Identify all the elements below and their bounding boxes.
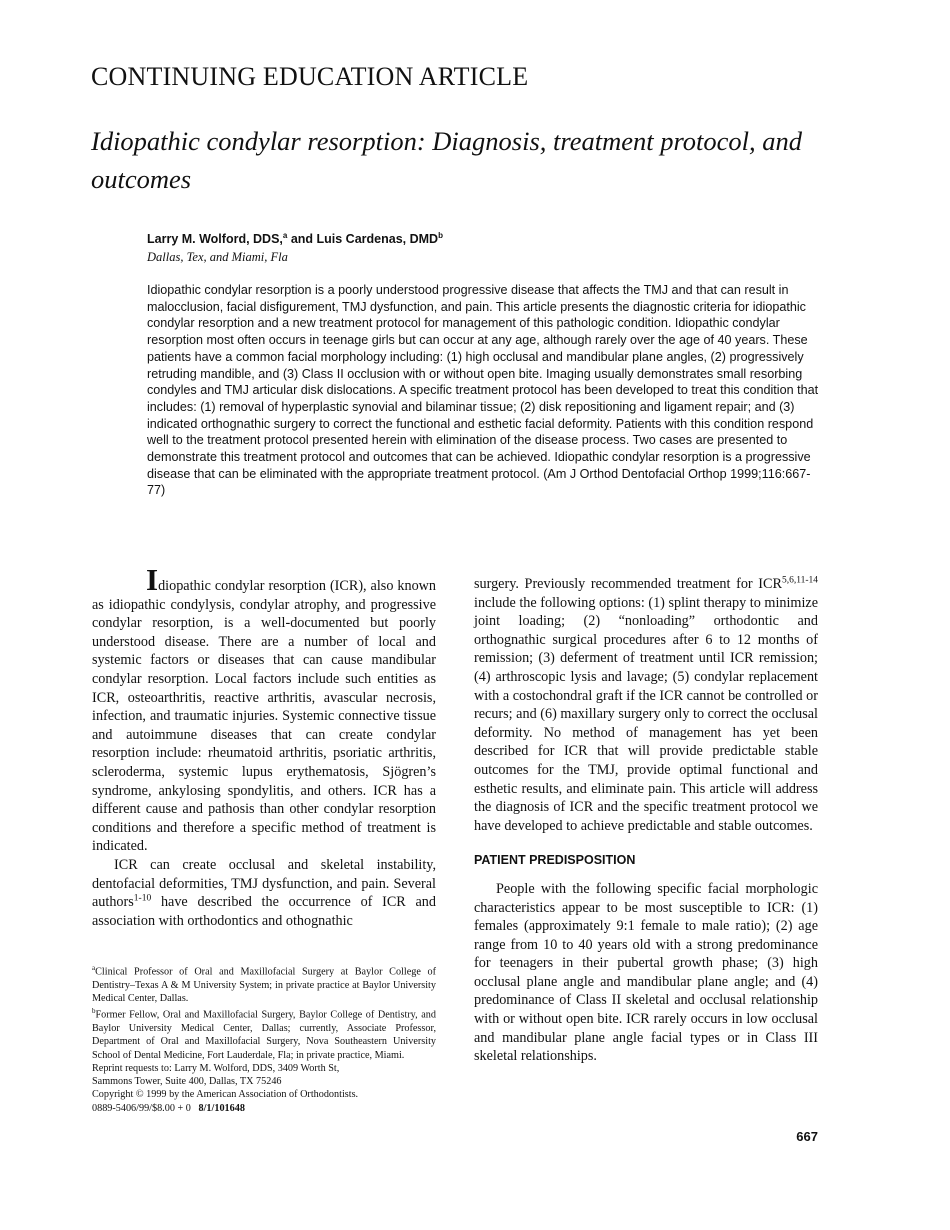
body-paragraph: surgery. Previously recommended treatment for ICR$^{5,6,11-14}$ include the following options: (1) splint therapy to minimize joint loading; (2) “nonloading” orthodontic and orthognathic surgical procedures after 6 to 12 months of remission; (3) deferment of treatment until ICR remission; (4) arthroscopic lysis and lavage; (5) condylar replacement with a costochondral graft if the ICR cannot be controlled or recurs; and (6) maxillary surgery only to correct the occlusal deformity. No method of management has yet been described for ICR that will provide predictable stable outcomes for the TMJ, provide optimal functional and esthetic results, and eliminate pain. This article will address the diagnosis of ICR and the specific treatment protocol we have developed to achieve predictable and stable outcomes. (474, 575, 818, 834)
citation-ref[interactable]: 5,6,11-14 (781, 575, 818, 586)
author-line (147, 231, 443, 246)
author-1: Larry M. Wolford, DDS, (147, 232, 283, 247)
footnote-a: $^a$Clinical Professor of Oral and Maxillofacial Surgery at Baylor College of Dentistry–Texas A & M University System; in private practice at Baylor University Medical Center, Dallas. (92, 964, 436, 1004)
article-code: 8/1/101648 (198, 1102, 245, 1114)
copyright: Copyright © 1999 by the American Association of Orthodontists. (92, 1089, 359, 1101)
body-column-right (474, 575, 818, 1066)
abstract: Idiopathic condylar resorption is a poorly understood progressive disease that affects the TMJ and that can result in malocclusion, facial disfigurement, TMJ dysfunction, and pain. This article presents the diagnostic criteria for idiopathic condylar resorption and a new treatment protocol for management of this pathologic condition. Idiopathic condylar resorption most often occurs in teenage girls but can occur at any age, although rarely over the age of 40 years. These patients have a common facial morphology including: (1) high occlusal and mandibular plane angles, (2) progressively retruding mandible, and (3) Class II occlusion with or without open bite. Imaging usually demonstrates small resorbing condyles and TMJ articular disk dislocations. A specific treatment protocol has been developed to treat this condition that includes: (1) removal of hyperplastic synovial and bilaminar tissue; (2) disk repositioning and ligament repair; and (3) indicated orthognathic surgery to correct the functional and esthetic facial deformity. Patients with this condition respond well to the treatment protocol presented herein with elimination of the disease process. Two cases are presented to demonstrate this treatment protocol and outcomes that can be achieved. Idiopathic condylar resorption is a progressive disease that can be eliminated with the appropriate treatment protocol. (Am J Orthod Dentofacial Orthop 1999;116:667-77) (147, 283, 819, 498)
citation-ref[interactable]: 1-10 (133, 893, 152, 904)
body-paragraph: ICR can create occlusal and skeletal instability, dentofacial deformities, TMJ dysfunction, and pain. Several authors$^{1-10}$ have described the occurrence of ICR and association with orthodontics and othognathic (92, 856, 436, 929)
article-title: Idiopathic condylar resorption: Diagnosis, treatment protocol, and outcomes (91, 126, 803, 194)
page-number: 667 (796, 1129, 818, 1144)
issn-code: 0889-5406/99/$8.00 + 0 (92, 1102, 191, 1114)
section-label: CONTINUING EDUCATION ARTICLE (91, 62, 529, 91)
intro-paragraph (92, 562, 436, 856)
drop-cap: I (146, 562, 159, 597)
author-2-affil-mark: b (438, 231, 443, 240)
body-column-left (92, 562, 436, 930)
article-codes (92, 1102, 436, 1115)
intro-paragraph-text: diopathic condylar resorption (ICR), also known as idiopathic condylysis, condylar atrophy, and progressive condylar resorption, is a well-documented but poorly understood disease. There are a number of local and systemic factors or diseases that can cause mandibular condylar resorption. Local factors include such entities as ICR, osteoarthritis, reactive arthritis, avascular necrosis, infection, and traumatic injuries. Systemic connective tissue and autoimmune diseases that can create condylar resorption include: rheumatoid arthritis, psoriatic arthritis, scleroderma, systemic lupus erythematosis, Sjögren’s syndrome, ankylosing spondylitis, and others. ICR has a different cause and pathosis than other condylar resorption conditions and therefore a specific method of treatment is indicated. (92, 578, 436, 855)
footnotes (92, 962, 436, 1115)
footnote-b: $^b$Former Fellow, Oral and Maxillofacial Surgery, Baylor College of Dentistry, and Baylor University Medical Center, Dallas; currently, Associate Professor, Department of Oral and Maxillofacial Surgery, Nova Southeastern University School of Dental Medicine, Fort Lauderdale, Fla; in private practice, Miami. (92, 1007, 436, 1061)
author-location: Dallas, Tex, and Miami, Fla (147, 250, 288, 264)
author-2: and Luis Cardenas, DMD (287, 232, 439, 247)
section-heading: PATIENT PREDISPOSITION (474, 853, 636, 868)
reprint-requests: Reprint requests to: Larry M. Wolford, DDS, 3409 Worth St, Sammons Tower, Suite 400, Dallas, TX 75246 (92, 1062, 340, 1088)
author-1-affil-mark: a (282, 231, 288, 240)
body-paragraph: People with the following specific facial morphologic characteristics appear to be most susceptible to ICR: (1) females (approximately 9:1 female to male ratio); (2) age range from 10 to 40 years old with a strong predominance for teenagers in their pubertal growth phase; (3) high occlusal plane angle and mandibular plane angle; and (4) predominance of Class II skeletal and occlusal relationship with or without open bite. ICR rarely occurs in low occlusal and mandibular plane angle facial types or in Class III skeletal relationships. (474, 880, 818, 1065)
